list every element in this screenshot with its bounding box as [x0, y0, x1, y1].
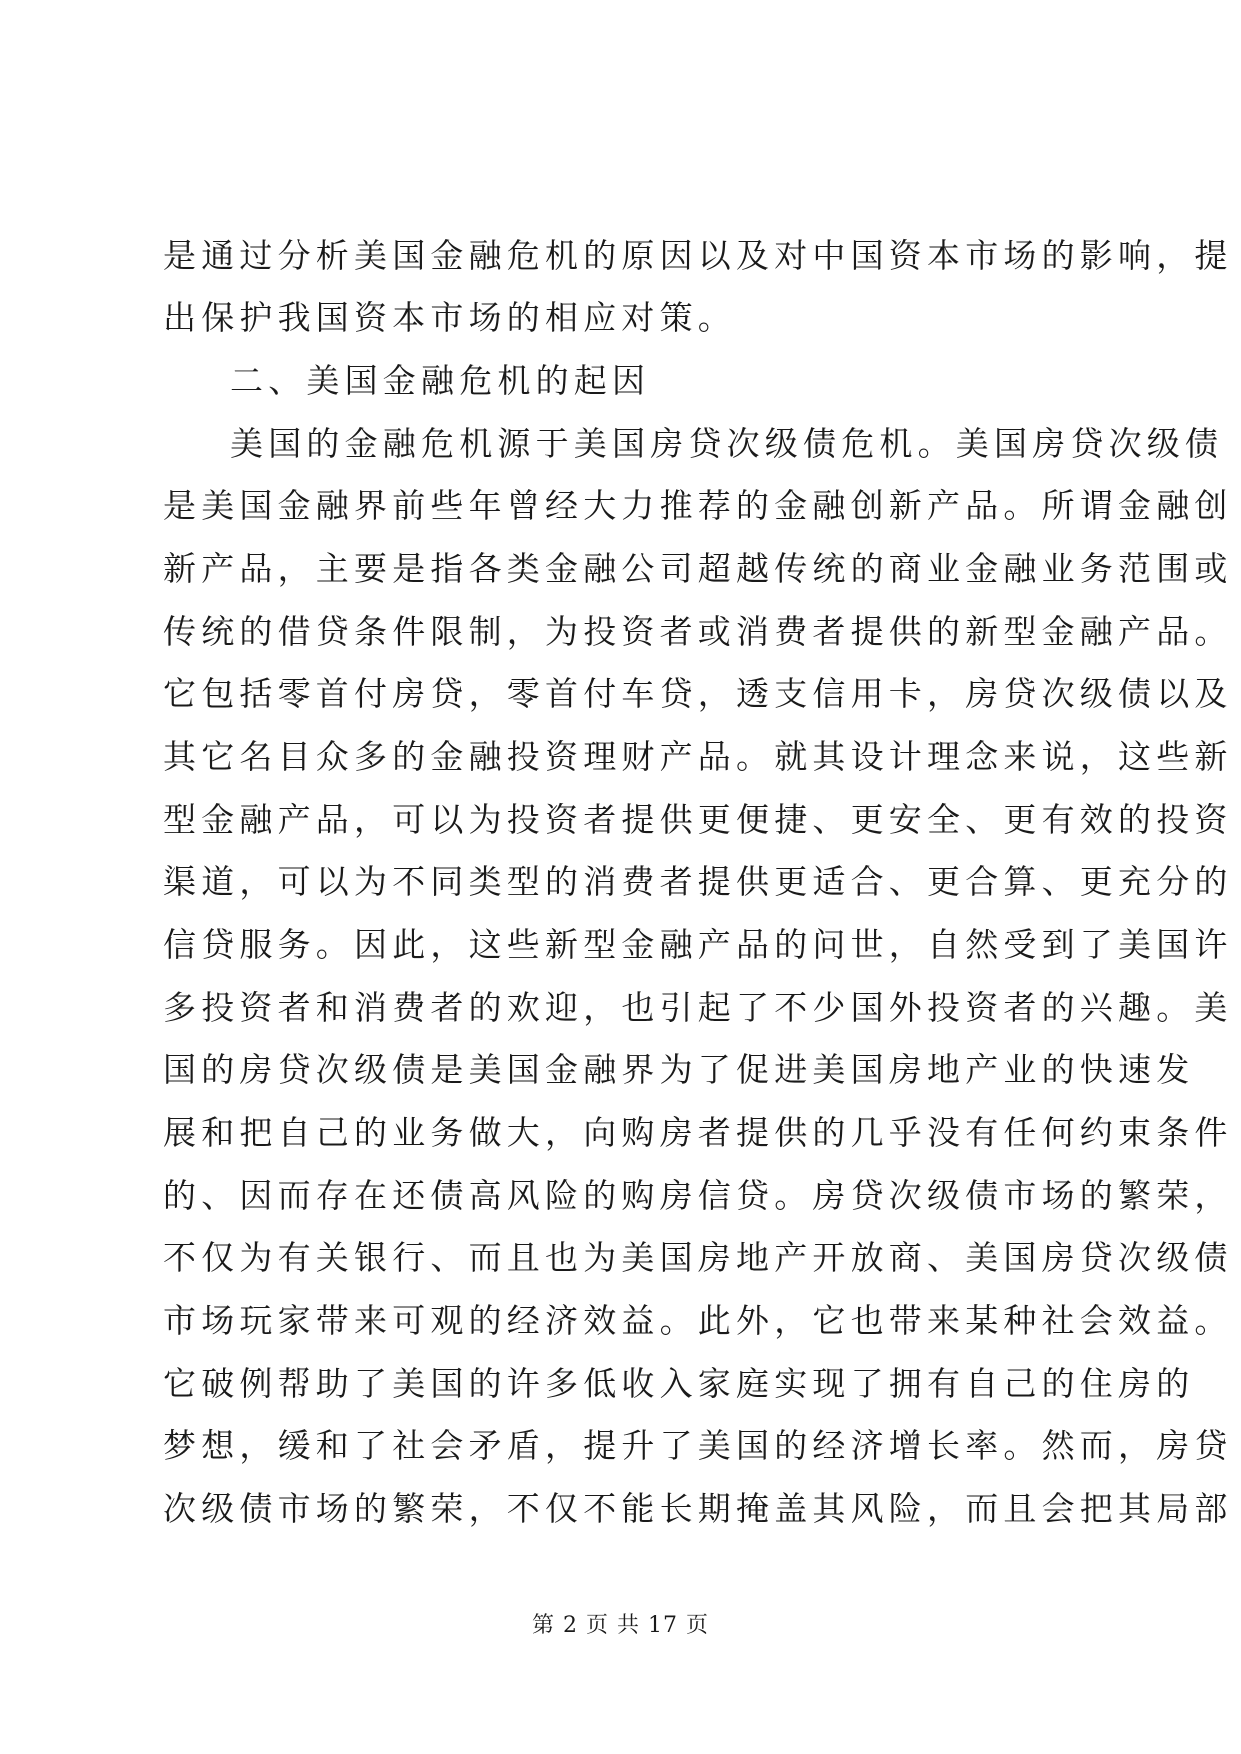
body-text-line: 信贷服务。因此，这些新型金融产品的问世，自然受到了美国许: [163, 925, 1233, 964]
body-text-line: 的、因而存在还债高风险的购房信贷。房贷次级债市场的繁荣，: [163, 1176, 1233, 1215]
body-text-line: 美国的金融危机源于美国房贷次级债危机。美国房贷次级债: [230, 424, 1224, 463]
body-text-line: 是通过分析美国金融危机的原因以及对中国资本市场的影响，提: [163, 236, 1233, 275]
body-text-line: 它破例帮助了美国的许多低收入家庭实现了拥有自己的住房的: [163, 1364, 1195, 1403]
body-text-line: 它包括零首付房贷，零首付车贷，透支信用卡，房贷次级债以及: [163, 674, 1233, 713]
body-text-line: 是美国金融界前些年曾经大力推荐的金融创新产品。所谓金融创: [163, 486, 1233, 525]
body-text-line: 出保护我国资本市场的相应对策。: [163, 298, 736, 337]
body-text-line: 传统的借贷条件限制，为投资者或消费者提供的新型金融产品。: [163, 612, 1233, 651]
body-text-line: 渠道，可以为不同类型的消费者提供更适合、更合算、更充分的: [163, 862, 1233, 901]
body-text-line: 国的房贷次级债是美国金融界为了促进美国房地产业的快速发: [163, 1050, 1195, 1089]
page-number-footer: 第 2 页 共 17 页: [532, 1613, 709, 1638]
section-heading: 二、美国金融危机的起因: [230, 361, 651, 400]
body-text-line: 次级债市场的繁荣，不仅不能长期掩盖其风险，而且会把其局部: [163, 1489, 1233, 1528]
body-text-line: 展和把自己的业务做大，向购房者提供的几乎没有任何约束条件: [163, 1113, 1233, 1152]
body-text-line: 型金融产品，可以为投资者提供更便捷、更安全、更有效的投资: [163, 800, 1233, 839]
body-text-line: 新产品，主要是指各类金融公司超越传统的商业金融业务范围或: [163, 549, 1233, 588]
body-text-line: 其它名目众多的金融投资理财产品。就其设计理念来说，这些新: [163, 737, 1233, 776]
body-text-line: 梦想，缓和了社会矛盾，提升了美国的经济增长率。然而，房贷: [163, 1426, 1233, 1465]
body-text-line: 市场玩家带来可观的经济效益。此外，它也带来某种社会效益。: [163, 1301, 1233, 1340]
body-text-line: 不仅为有关银行、而且也为美国房地产开放商、美国房贷次级债: [163, 1238, 1233, 1277]
body-text-line: 多投资者和消费者的欢迎，也引起了不少国外投资者的兴趣。美: [163, 988, 1233, 1027]
